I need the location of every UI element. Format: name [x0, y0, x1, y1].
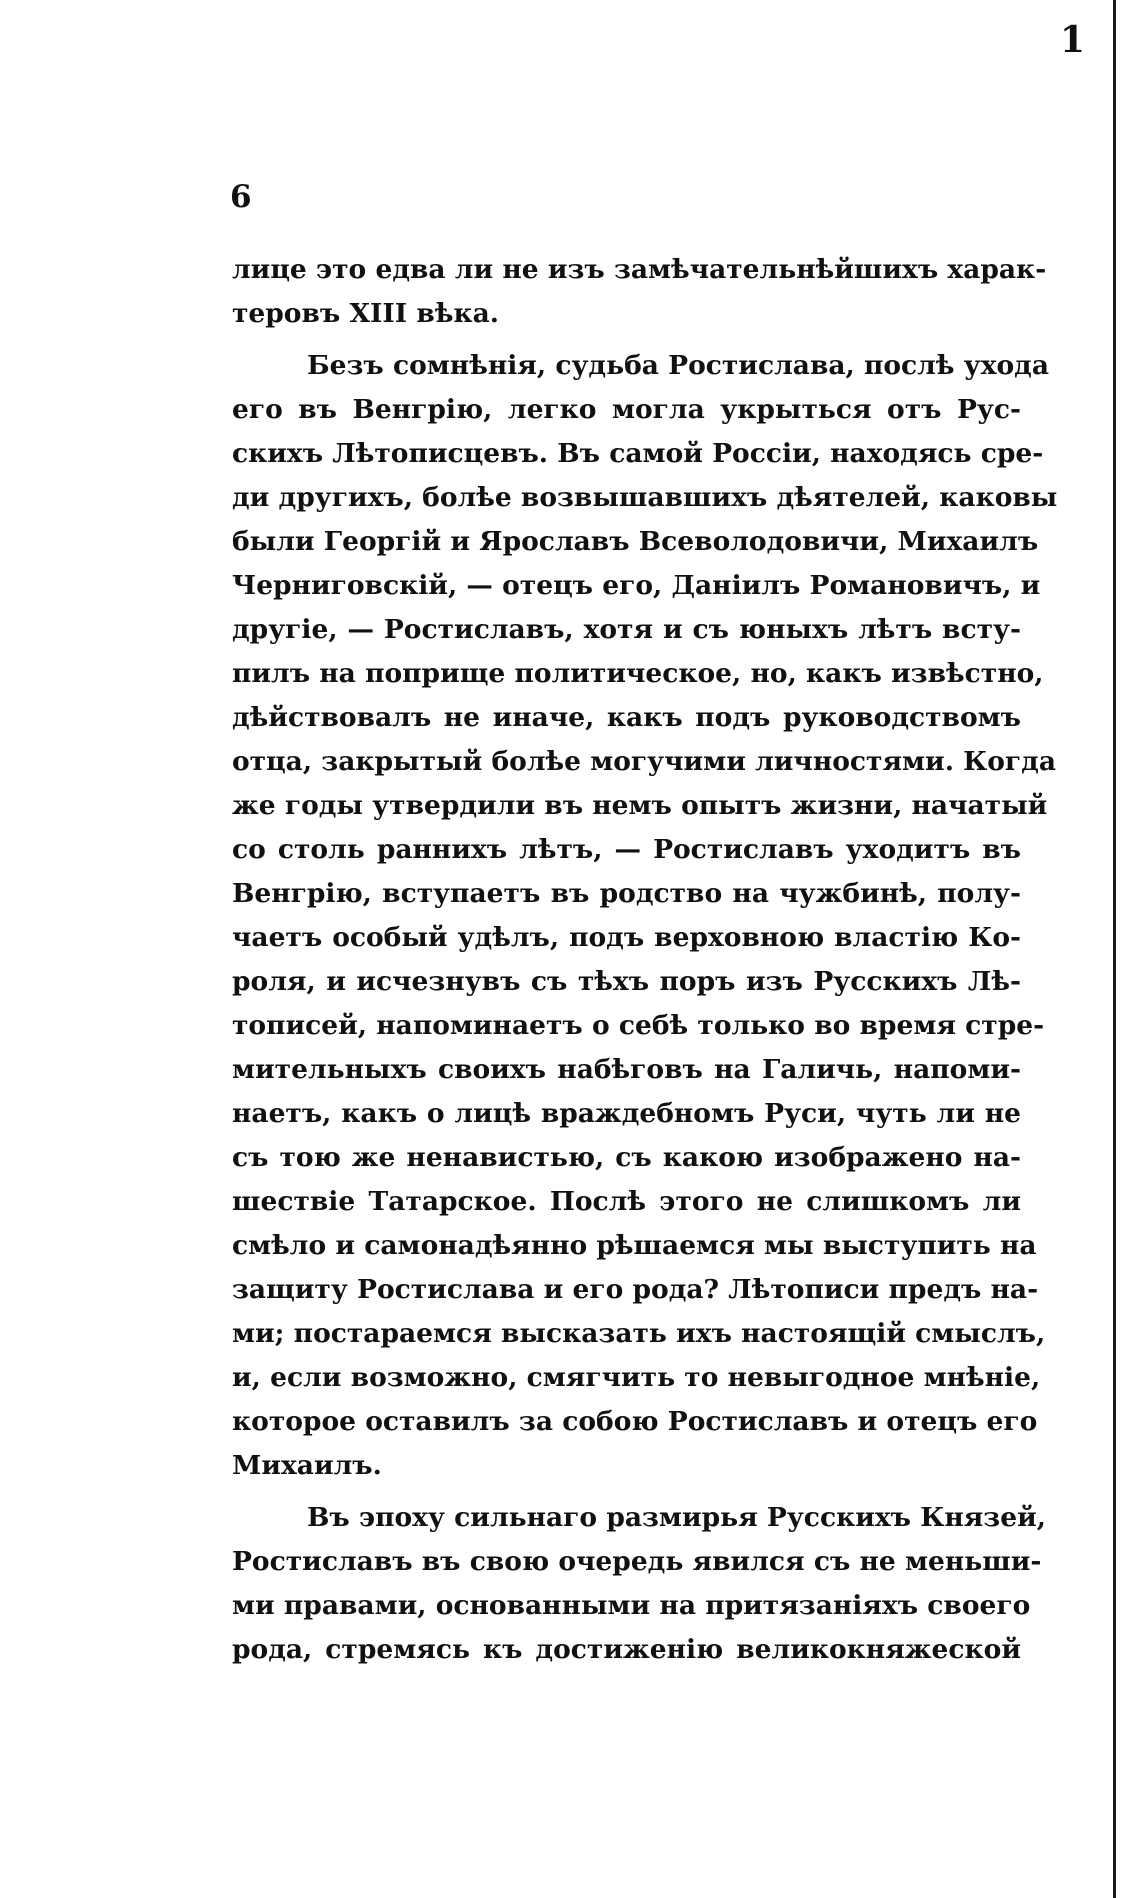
text-line: ди другихъ, болѣе возвышавшихъ дѣятелей, каковы [232, 482, 1058, 513]
body-text [232, 248, 1058, 1672]
text-line: чаетъ особый удѣлъ, подъ верховною властію Ко- [232, 922, 1021, 953]
text-line: пилъ на поприще политическое, но, какъ извѣстно, [232, 658, 1044, 689]
text-line: отца, закрытый болѣе могучими личностями. Когда [232, 746, 1056, 777]
text-line: и, если возможно, смягчить то невыгодное мнѣніе, [232, 1362, 1041, 1393]
text-line: же годы утвердили въ немъ опытъ жизни, начатый [232, 790, 1048, 821]
text-line: дѣйствовалъ не иначе, какъ подъ руководствомъ [232, 702, 1021, 733]
text-line: лице это едва ли не изъ замѣчательнѣйшихъ харак- [232, 254, 1047, 285]
text-line: Венгрію, вступаетъ въ родство на чужбинѣ, полу- [232, 878, 1021, 909]
page-number: 6 [230, 179, 252, 215]
text-line: со столь раннихъ лѣтъ, — Ростиславъ уходитъ въ [232, 834, 1021, 865]
text-line: Въ эпоху сильнаго размирья Русскихъ Князей, [307, 1502, 1046, 1533]
text-line: шествіе Татарское. Послѣ этого не слишкомъ ли [232, 1186, 1021, 1217]
text-line: ми; постараемся высказать ихъ настоящій смыслъ, [232, 1318, 1046, 1349]
paragraph [232, 344, 1058, 1488]
text-line: Михаилъ. [232, 1450, 382, 1481]
text-line: мительныхъ своихъ набѣговъ на Галичь, напоми- [232, 1054, 1021, 1085]
text-line: Ростиславъ въ свою очередь явился съ не меньши- [232, 1546, 1042, 1577]
text-line: его въ Венгрію, легко могла укрыться отъ Рус- [232, 394, 1021, 425]
paragraph [232, 1496, 1046, 1672]
text-line: Черниговскій, — отецъ его, Даніилъ Романовичъ, и [232, 570, 1041, 601]
text-line: роля, и исчезнувъ съ тѣхъ поръ изъ Русскихъ Лѣ- [232, 966, 1021, 997]
text-line: теровъ XIII вѣка. [232, 298, 500, 329]
corner-mark: 1 [1060, 19, 1086, 61]
text-line: смѣло и самонадѣянно рѣшаемся мы выступить на [232, 1230, 1037, 1261]
text-line: которое оставилъ за собою Ростиславъ и отецъ его [232, 1406, 1038, 1437]
text-line: Безъ сомнѣнія, судьба Ростислава, послѣ ухода [307, 350, 1049, 381]
text-line: были Георгій и Ярославъ Всеволодовичи, Михаилъ [232, 526, 1039, 557]
text-line: рода, стремясь къ достиженію великокняжеской [232, 1634, 1021, 1665]
page-edge-rule [1113, 0, 1116, 1898]
text-line: другіе, — Ростиславъ, хотя и съ юныхъ лѣтъ всту- [232, 614, 1021, 645]
text-line: скихъ Лѣтописцевъ. Въ самой Россіи, находясь сре- [232, 438, 1044, 469]
text-line: наетъ, какъ о лицѣ враждебномъ Руси, чуть ли не [232, 1098, 1021, 1129]
paragraph [232, 248, 1047, 336]
text-line: съ тою же ненавистью, съ какою изображено на- [232, 1142, 1021, 1173]
text-line: ми правами, основанными на притязаніяхъ своего [232, 1590, 1031, 1621]
text-line: защиту Ростислава и его рода? Лѣтописи предъ на- [232, 1274, 1039, 1305]
text-line: тописей, напоминаетъ о себѣ только во время стре- [232, 1010, 1045, 1041]
